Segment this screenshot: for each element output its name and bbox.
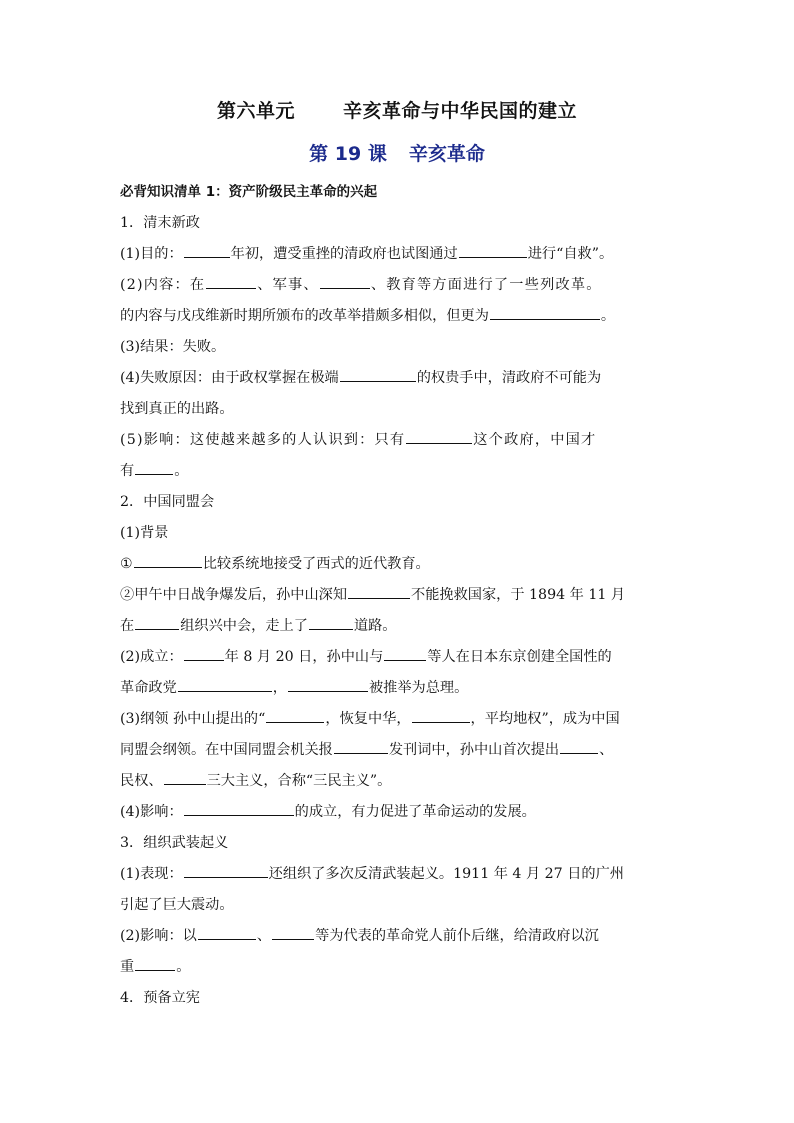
fill-line: (4)失败原因：由于政权掌握在极端 的权贵手中，清政府不可能为 <box>120 363 680 394</box>
fill-blank[interactable] <box>178 676 272 692</box>
fill-line: 革命政党 ， 被推举为总理。 <box>120 673 680 704</box>
fill-line: (1)目的： 年初，遭受重挫的清政府也试图通过 进行“自救”。 <box>120 239 680 270</box>
item-heading: 2．中国同盟会 <box>120 494 215 510</box>
fill-line: (1)表现： 还组织了多次反清武装起义。1911 年 4 月 27 日的广州 <box>120 859 680 890</box>
fill-blank[interactable] <box>266 707 324 723</box>
unit-name: 辛亥革命与中华民国的建立 <box>343 100 578 122</box>
fill-blank[interactable] <box>288 676 368 692</box>
fill-blank[interactable] <box>272 924 314 940</box>
fill-line: (2)影响：以 、 等为代表的革命党人前仆后继，给清政府以沉 <box>120 921 680 952</box>
unit-number: 第六单元 <box>216 100 295 122</box>
fill-line: (5)影响：这使越来越多的人认识到：只有 这个政府，中国才 <box>120 425 680 456</box>
fill-blank[interactable] <box>184 242 230 258</box>
unit-title <box>0 96 794 123</box>
fill-blank[interactable] <box>184 645 224 661</box>
fill-blank[interactable] <box>384 645 426 661</box>
fill-line: 重 。 <box>120 952 680 983</box>
text-line: 找到真正的出路。 <box>120 401 234 417</box>
fill-blank[interactable] <box>206 273 256 289</box>
fill-blank[interactable] <box>135 459 173 475</box>
fill-line: 民权、 三大主义，合称“三民主义”。 <box>120 766 680 797</box>
fill-blank[interactable] <box>135 955 175 971</box>
item-heading: 3．组织武装起义 <box>120 835 229 851</box>
fill-line: (2)内容：在 、军事、 、教育等方面进行了一些列改革。 <box>120 270 680 301</box>
fill-blank[interactable] <box>412 707 470 723</box>
fill-blank[interactable] <box>340 366 416 382</box>
fill-line: (2)成立： 年 8 月 20 日，孙中山与 等人在日本东京创建全国性的 <box>120 642 680 673</box>
text-line: (3)结果：失败。 <box>120 339 226 355</box>
fill-blank[interactable] <box>334 738 388 754</box>
fill-line: 同盟会纲领。在中国同盟会机关报 发刊词中，孙中山首次提出 、 <box>120 735 680 766</box>
fill-blank[interactable] <box>184 800 294 816</box>
fill-line: ②甲午中日战争爆发后，孙中山深知 不能挽救国家，于 1894 年 11 月 <box>120 580 680 611</box>
lesson-number: 第 19 课 <box>309 143 387 165</box>
lesson-name: 辛亥革命 <box>408 143 485 165</box>
fill-blank[interactable] <box>490 304 600 320</box>
fill-blank[interactable] <box>135 614 179 630</box>
text-line: (1)背景 <box>120 525 169 541</box>
fill-blank[interactable] <box>406 428 472 444</box>
fill-line: (3)纲领 孙中山提出的“ ，恢复中华， ，平均地权”，成为中国 <box>120 704 680 735</box>
item-heading: 4．预备立宪 <box>120 990 200 1006</box>
text-line: 引起了巨大震动。 <box>120 897 234 913</box>
fill-line: 有 。 <box>120 456 680 487</box>
worksheet-body <box>120 177 680 1014</box>
fill-blank[interactable] <box>134 552 202 568</box>
fill-blank[interactable] <box>184 862 268 878</box>
item-heading: 1．清末新政 <box>120 215 200 231</box>
section-heading: 必背知识清单 1：资产阶级民主革命的兴起 <box>120 184 378 200</box>
fill-blank[interactable] <box>309 614 353 630</box>
fill-line: 在 组织兴中会，走上了 道路。 <box>120 611 680 642</box>
fill-blank[interactable] <box>320 273 370 289</box>
fill-blank[interactable] <box>459 242 527 258</box>
fill-blank[interactable] <box>164 769 206 785</box>
fill-blank[interactable] <box>348 583 410 599</box>
fill-line: (4)影响： 的成立，有力促进了革命运动的发展。 <box>120 797 680 828</box>
fill-line: ① 比较系统地接受了西式的近代教育。 <box>120 549 680 580</box>
fill-blank[interactable] <box>560 738 598 754</box>
fill-blank[interactable] <box>198 924 256 940</box>
fill-line: 的内容与戊戌维新时期所颁布的改革举措颇多相似，但更为 。 <box>120 301 680 332</box>
lesson-title <box>0 139 794 166</box>
